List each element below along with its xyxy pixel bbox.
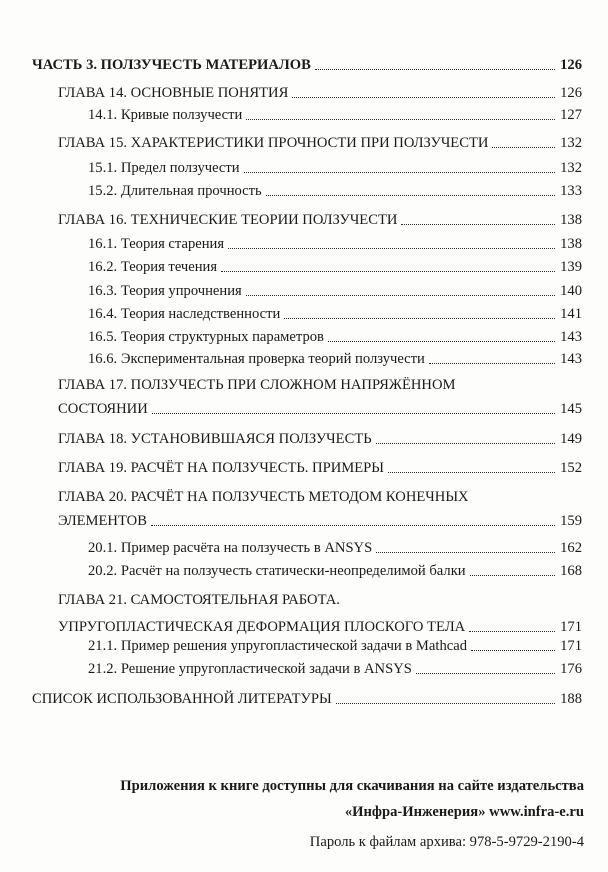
toc-page-number: 139	[560, 259, 582, 275]
toc-section	[88, 328, 582, 347]
dot-leader	[152, 413, 555, 414]
dot-leader	[376, 552, 555, 553]
toc-label: ЭЛЕМЕНТОВ	[58, 513, 147, 529]
dot-leader	[470, 575, 556, 576]
toc-row	[88, 350, 582, 369]
toc-chapter	[58, 430, 582, 449]
toc-label: 20.2. Расчёт на ползучесть статически-неопределимой балки	[88, 563, 466, 579]
toc-row	[88, 637, 582, 656]
toc-row	[58, 211, 582, 230]
toc-page-number: 138	[560, 236, 582, 252]
dot-leader	[336, 703, 555, 704]
toc-page-number: 171	[560, 619, 582, 635]
toc-label: 14.1. Кривые ползучести	[88, 107, 243, 123]
dot-leader	[401, 224, 555, 225]
toc-label-line1: ГЛАВА 17. ПОЛЗУЧЕСТЬ ПРИ СЛОЖНОМ НАПРЯЖЁННОМ	[58, 377, 456, 393]
toc-row	[58, 512, 582, 531]
toc-section	[88, 305, 582, 324]
toc-page-number: 132	[560, 135, 582, 151]
toc-page-number: 159	[560, 513, 582, 529]
publisher-site: «Инфра-Инженерия» www.infra-e.ru	[344, 804, 584, 820]
toc-row	[88, 328, 582, 347]
toc-section	[88, 258, 582, 277]
dot-leader	[244, 172, 556, 173]
toc-page-number: 126	[560, 57, 582, 73]
toc-row	[88, 258, 582, 277]
toc-row	[88, 305, 582, 324]
toc-page-number: 143	[560, 329, 582, 345]
dot-leader	[328, 341, 555, 342]
toc-label: 21.2. Решение упругопластической задачи в ANSYS	[88, 661, 412, 677]
toc-page-number: 149	[560, 431, 582, 447]
toc-page-number: 140	[560, 283, 582, 299]
toc-label-line1: ГЛАВА 20. РАСЧЁТ НА ПОЛЗУЧЕСТЬ МЕТОДОМ КОНЕЧНЫХ	[58, 489, 469, 505]
toc-row	[88, 159, 582, 178]
toc-section	[88, 539, 582, 558]
toc-row	[88, 106, 582, 125]
dot-leader	[221, 271, 555, 272]
toc-label: ГЛАВА 19. РАСЧЁТ НА ПОЛЗУЧЕСТЬ. ПРИМЕРЫ	[58, 460, 384, 476]
toc-row	[58, 459, 582, 478]
toc-label: 16.5. Теория структурных параметров	[88, 329, 324, 345]
toc-page-number: 152	[560, 460, 582, 476]
toc-page-number: 141	[560, 306, 582, 322]
toc-label: ГЛАВА 15. ХАРАКТЕРИСТИКИ ПРОЧНОСТИ ПРИ ПОЛЗУЧЕСТИ	[58, 135, 489, 151]
toc-section	[88, 637, 582, 656]
toc-row	[88, 539, 582, 558]
toc-section	[88, 159, 582, 178]
toc-section	[88, 562, 582, 581]
toc-chapter	[58, 211, 582, 230]
toc-label: ГЛАВА 16. ТЕХНИЧЕСКИЕ ТЕОРИИ ПОЛЗУЧЕСТИ	[58, 212, 398, 228]
toc-section	[88, 350, 582, 369]
dot-leader	[315, 69, 555, 70]
toc-label: 16.6. Экспериментальная проверка теорий ползучести	[88, 351, 425, 367]
toc-page-number: 126	[560, 85, 582, 101]
toc-section	[88, 235, 582, 254]
toc-row	[58, 618, 582, 637]
toc-section	[88, 660, 582, 679]
dot-leader	[416, 673, 555, 674]
toc-label: ГЛАВА 18. УСТАНОВИВШАЯСЯ ПОЛЗУЧЕСТЬ	[58, 431, 372, 447]
dot-leader	[292, 97, 555, 98]
toc-part	[32, 690, 582, 709]
toc-page-number: 162	[560, 540, 582, 556]
dot-leader	[246, 119, 555, 120]
toc-page-number: 176	[560, 661, 582, 677]
toc-chapter	[58, 459, 582, 478]
toc-page-number: 168	[560, 563, 582, 579]
dot-leader	[471, 650, 555, 651]
download-note: Приложения к книге доступны для скачивания на сайте издательства	[120, 778, 584, 794]
dot-leader	[151, 525, 555, 526]
toc-label: 16.1. Теория старения	[88, 236, 225, 252]
toc-label-line1: ГЛАВА 21. САМОСТОЯТЕЛЬНАЯ РАБОТА.	[58, 592, 340, 608]
toc-row	[88, 182, 582, 201]
toc-label: 16.4. Теория наследственности	[88, 306, 281, 322]
toc-label: СПИСОК ИСПОЛЬЗОВАННОЙ ЛИТЕРАТУРЫ	[32, 691, 332, 707]
toc-page-number: 145	[560, 401, 582, 417]
toc-row	[58, 134, 582, 153]
archive-password: Пароль к файлам архива: 978-5-9729-2190-4	[309, 834, 584, 850]
toc-label: 15.1. Предел ползучести	[88, 160, 240, 176]
toc-page-number: 133	[560, 183, 582, 199]
toc-label: 20.1. Пример расчёта на ползучесть в ANSYS	[88, 540, 373, 556]
dot-leader	[492, 147, 555, 148]
dot-leader	[246, 295, 555, 296]
toc-page-number: 143	[560, 351, 582, 367]
toc-chapter	[58, 134, 582, 153]
toc-chapter	[58, 84, 582, 103]
toc-chapter	[58, 488, 582, 531]
toc-section	[88, 282, 582, 301]
toc-label: ГЛАВА 14. ОСНОВНЫЕ ПОНЯТИЯ	[58, 85, 289, 101]
dot-leader	[429, 363, 555, 364]
toc-chapter	[58, 591, 582, 637]
toc-part	[32, 56, 582, 75]
toc-row	[58, 430, 582, 449]
toc-page-number: 138	[560, 212, 582, 228]
toc-label: 16.3. Теория упрочнения	[88, 283, 242, 299]
toc-label: ЧАСТЬ 3. ПОЛЗУЧЕСТЬ МАТЕРИАЛОВ	[32, 57, 311, 73]
toc-section	[88, 106, 582, 125]
toc-page-number: 188	[560, 691, 582, 707]
toc-row	[88, 562, 582, 581]
toc-section	[88, 182, 582, 201]
dot-leader	[376, 443, 555, 444]
toc-label: 21.1. Пример решения упругопластической задачи в Mathcad	[88, 638, 467, 654]
toc-chapter	[58, 376, 582, 419]
toc-page-number: 127	[560, 107, 582, 123]
toc-label: СОСТОЯНИИ	[58, 401, 148, 417]
toc-row	[88, 282, 582, 301]
toc-row	[32, 690, 582, 709]
toc-row	[58, 400, 582, 419]
dot-leader	[266, 195, 555, 196]
toc-row	[88, 235, 582, 254]
toc-label: УПРУГОПЛАСТИЧЕСКАЯ ДЕФОРМАЦИЯ ПЛОСКОГО ТЕЛА	[58, 619, 466, 635]
toc-label: 15.2. Длительная прочность	[88, 183, 262, 199]
toc-row	[32, 56, 582, 75]
toc-page-number: 171	[560, 638, 582, 654]
toc-row	[88, 660, 582, 679]
dot-leader	[228, 248, 555, 249]
toc-page-number: 132	[560, 160, 582, 176]
dot-leader	[469, 631, 555, 632]
dot-leader	[284, 318, 555, 319]
toc-label: 16.2. Теория течения	[88, 259, 218, 275]
toc-row	[58, 84, 582, 103]
dot-leader	[388, 472, 555, 473]
